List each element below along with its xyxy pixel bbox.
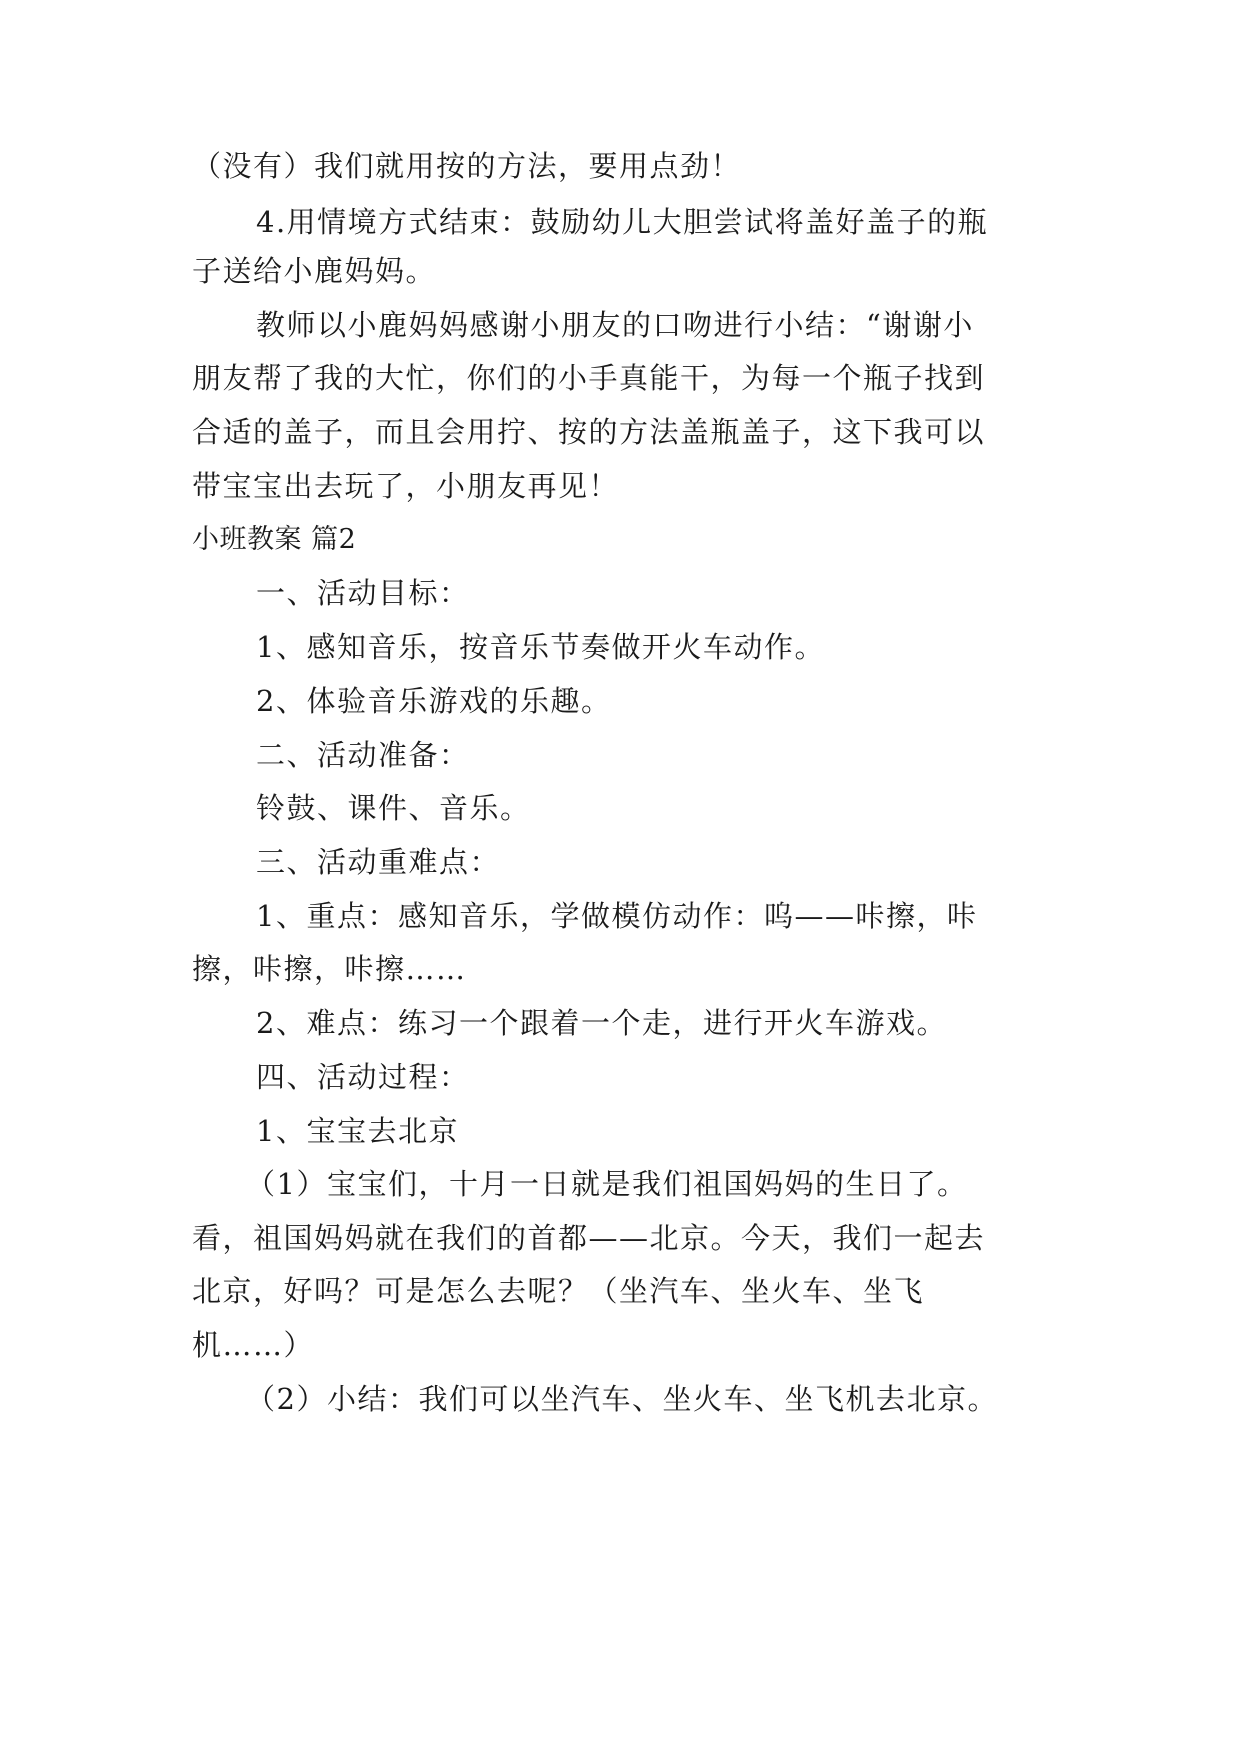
paragraph-line: 子送给小鹿妈妈。 xyxy=(192,254,437,288)
paragraph-line: 朋友帮了我的大忙，你们的小手真能干，为每一个瓶子找到 xyxy=(192,361,986,395)
list-item: 1、重点：感知音乐，学做模仿动作：呜——咔擦，咔 xyxy=(256,899,978,933)
section-subheading: 三、活动重难点： xyxy=(256,845,501,879)
section-subheading: 二、活动准备： xyxy=(256,738,470,772)
paragraph-line: 机……） xyxy=(192,1328,315,1362)
paragraph-line: 铃鼓、课件、音乐。 xyxy=(256,791,531,825)
paragraph-line: （2）小结：我们可以坐汽车、坐火车、坐飞机去北京。 xyxy=(246,1382,998,1416)
section-subheading: 一、活动目标： xyxy=(256,576,470,610)
section-heading: 小班教案 篇2 xyxy=(192,524,357,555)
list-item: 1、感知音乐，按音乐节奏做开火车动作。 xyxy=(256,630,825,664)
paragraph-line: 看，祖国妈妈就在我们的首都——北京。今天，我们一起去 xyxy=(192,1221,986,1255)
paragraph-line: （没有）我们就用按的方法，要用点劲！ xyxy=(192,149,742,183)
list-item: 2、难点：练习一个跟着一个走，进行开火车游戏。 xyxy=(256,1006,947,1040)
paragraph-line: 合适的盖子，而且会用拧、按的方法盖瓶盖子，这下我可以 xyxy=(192,415,986,449)
paragraph-line: （1）宝宝们，十月一日就是我们祖国妈妈的生日了。 xyxy=(246,1167,968,1201)
paragraph-line: 擦，咔擦，咔擦…… xyxy=(192,952,467,986)
paragraph-line: 带宝宝出去玩了，小朋友再见！ xyxy=(192,469,620,503)
paragraph-line: 北京，好吗？可是怎么去呢？（坐汽车、坐火车、坐飞 xyxy=(192,1274,925,1308)
list-item: 1、宝宝去北京 xyxy=(256,1114,459,1148)
section-subheading: 四、活动过程： xyxy=(256,1060,470,1094)
paragraph-line: 4.用情境方式结束：鼓励幼儿大胆尝试将盖好盖子的瓶 xyxy=(256,205,989,239)
paragraph-line: 教师以小鹿妈妈感谢小朋友的口吻进行小结：“谢谢小 xyxy=(256,308,974,342)
list-item: 2、体验音乐游戏的乐趣。 xyxy=(256,684,612,718)
